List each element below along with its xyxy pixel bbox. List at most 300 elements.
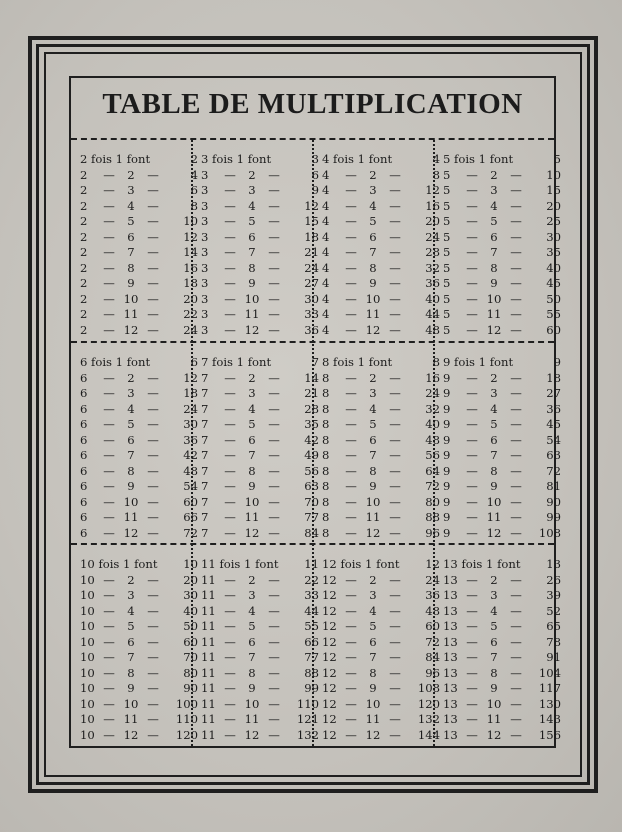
product: 27 xyxy=(304,276,319,290)
table-row xyxy=(322,510,440,526)
product: 12 xyxy=(304,198,319,213)
dash: — xyxy=(466,588,478,602)
multiplier: 3 xyxy=(369,386,377,400)
multiplicand: 8 xyxy=(322,448,330,462)
product: 84 xyxy=(304,525,319,540)
multiplicand: 8 xyxy=(322,417,330,431)
multiplicand: 2 xyxy=(80,183,88,197)
multiplier: 8 xyxy=(127,665,135,680)
multiplicand: 7 xyxy=(201,494,209,509)
dash: — xyxy=(510,417,522,431)
table-header xyxy=(201,152,319,168)
dash: — xyxy=(389,198,401,213)
dash: — xyxy=(466,525,478,540)
multiplier: 11 xyxy=(486,510,502,524)
multiplier: 11 xyxy=(365,307,381,321)
dash: — xyxy=(103,727,115,742)
table-7 xyxy=(201,355,319,541)
dash: — xyxy=(345,214,357,228)
multiplicand: 5 xyxy=(443,214,451,228)
header-label: 11 fois 1 font xyxy=(201,557,279,571)
table-row xyxy=(201,666,319,682)
product: 48 xyxy=(425,432,440,447)
table-8 xyxy=(322,355,440,541)
multiplicand: 5 xyxy=(443,307,451,321)
dash: — xyxy=(147,525,159,540)
product: 104 xyxy=(538,665,561,680)
table-row xyxy=(201,199,319,215)
product: 48 xyxy=(183,463,198,478)
product: 24 xyxy=(425,386,440,400)
product: 143 xyxy=(538,712,561,726)
table-row xyxy=(322,588,440,604)
dash: — xyxy=(510,619,522,633)
table-row xyxy=(443,371,561,387)
multiplier: 8 xyxy=(127,463,135,478)
dash: — xyxy=(103,370,115,385)
multiplier: 2 xyxy=(369,370,377,385)
dash: — xyxy=(147,229,159,244)
multiplicand: 4 xyxy=(322,276,330,290)
table-row xyxy=(322,323,440,339)
multiplier: 5 xyxy=(127,619,135,633)
product: 20 xyxy=(183,291,198,306)
dash: — xyxy=(268,229,280,244)
multiplier: 2 xyxy=(127,167,135,182)
dash: — xyxy=(510,260,522,275)
dash: — xyxy=(510,463,522,478)
header-result: 12 xyxy=(425,557,440,571)
table-row xyxy=(201,183,319,199)
dash: — xyxy=(147,479,159,493)
multiplier: 9 xyxy=(369,479,377,493)
dash: — xyxy=(103,386,115,400)
multiplicand: 3 xyxy=(201,183,209,197)
table-row xyxy=(322,276,440,292)
product: 32 xyxy=(425,401,440,416)
dash: — xyxy=(466,572,478,587)
dash: — xyxy=(103,479,115,493)
table-9 xyxy=(443,355,561,541)
multiplicand: 3 xyxy=(201,198,209,213)
product: 110 xyxy=(296,696,319,711)
table-row xyxy=(201,292,319,308)
multiplicand: 5 xyxy=(443,245,451,259)
table-row xyxy=(201,635,319,651)
table-row xyxy=(80,604,198,620)
multiplicand: 6 xyxy=(80,417,88,431)
dash: — xyxy=(510,214,522,228)
product: 35 xyxy=(304,417,319,431)
multiplier: 8 xyxy=(248,463,256,478)
table-row xyxy=(80,697,198,713)
multiplier: 7 xyxy=(490,650,498,664)
multiplicand: 10 xyxy=(80,619,95,633)
product: 70 xyxy=(183,650,198,664)
table-13 xyxy=(443,557,561,743)
multiplicand: 8 xyxy=(322,401,330,416)
dash: — xyxy=(147,417,159,431)
multiplier: 10 xyxy=(486,696,502,711)
product: 66 xyxy=(304,634,319,649)
multiplier: 12 xyxy=(486,322,502,337)
multiplier: 9 xyxy=(248,276,256,290)
product: 56 xyxy=(425,448,440,462)
dash: — xyxy=(510,401,522,416)
multiplier: 7 xyxy=(490,448,498,462)
multiplier: 2 xyxy=(248,572,256,587)
table-row xyxy=(80,619,198,635)
product: 99 xyxy=(546,510,561,524)
dash: — xyxy=(466,183,478,197)
dash: — xyxy=(147,619,159,633)
product: 60 xyxy=(183,494,198,509)
dash: — xyxy=(510,291,522,306)
table-row xyxy=(322,371,440,387)
multiplicand: 6 xyxy=(80,494,88,509)
product: 24 xyxy=(425,229,440,244)
dash: — xyxy=(103,432,115,447)
dash: — xyxy=(389,681,401,695)
dash: — xyxy=(103,183,115,197)
table-row xyxy=(201,573,319,589)
dash: — xyxy=(466,696,478,711)
dash: — xyxy=(510,322,522,337)
dash: — xyxy=(466,603,478,618)
multiplier: 9 xyxy=(127,479,135,493)
product: 20 xyxy=(183,572,198,587)
product: 84 xyxy=(425,650,440,664)
dash: — xyxy=(147,712,159,726)
table-row xyxy=(201,728,319,744)
multiplier: 3 xyxy=(369,588,377,602)
dash: — xyxy=(389,712,401,726)
dash: — xyxy=(147,386,159,400)
page-title: TABLE DE MULTIPLICATION xyxy=(102,88,523,120)
table-row xyxy=(80,464,198,480)
multiplier: 2 xyxy=(490,370,498,385)
dash: — xyxy=(147,432,159,447)
dash: — xyxy=(224,588,236,602)
table-header xyxy=(322,152,440,168)
header-result: 6 xyxy=(190,355,198,369)
multiplicand: 11 xyxy=(201,650,216,664)
product: 45 xyxy=(546,417,561,431)
table-row xyxy=(201,526,319,542)
multiplicand: 8 xyxy=(322,525,330,540)
product: 60 xyxy=(183,634,198,649)
multiplier: 4 xyxy=(369,603,377,618)
dash: — xyxy=(268,198,280,213)
dash: — xyxy=(345,291,357,306)
product: 39 xyxy=(546,588,561,602)
product: 120 xyxy=(175,727,198,742)
table-row xyxy=(322,526,440,542)
multiplier: 11 xyxy=(244,307,260,321)
multiplier: 9 xyxy=(127,681,135,695)
multiplicand: 11 xyxy=(201,572,216,587)
header-label: 4 fois 1 font xyxy=(322,152,393,166)
dash: — xyxy=(510,198,522,213)
table-row xyxy=(80,230,198,246)
product: 16 xyxy=(183,260,198,275)
dash: — xyxy=(103,276,115,290)
dash: — xyxy=(389,634,401,649)
multiplicand: 13 xyxy=(443,603,458,618)
product: 65 xyxy=(546,619,561,633)
table-11 xyxy=(201,557,319,743)
multiplicand: 12 xyxy=(322,727,337,742)
product: 100 xyxy=(175,696,198,711)
dash: — xyxy=(268,650,280,664)
dash: — xyxy=(466,727,478,742)
multiplicand: 9 xyxy=(443,386,451,400)
multiplicand: 10 xyxy=(80,665,95,680)
multiplicand: 7 xyxy=(201,525,209,540)
dash: — xyxy=(224,634,236,649)
table-row xyxy=(80,635,198,651)
product: 22 xyxy=(304,572,319,587)
multiplicand: 5 xyxy=(443,260,451,275)
product: 52 xyxy=(546,603,561,618)
multiplicand: 13 xyxy=(443,619,458,633)
multiplicand: 6 xyxy=(80,448,88,462)
multiplicand: 9 xyxy=(443,479,451,493)
product: 40 xyxy=(425,417,440,431)
table-row xyxy=(201,464,319,480)
dash: — xyxy=(103,245,115,259)
multiplicand: 10 xyxy=(80,696,95,711)
dash: — xyxy=(510,448,522,462)
multiplier: 5 xyxy=(490,619,498,633)
multiplier: 12 xyxy=(244,322,260,337)
multiplicand: 11 xyxy=(201,665,216,680)
multiplicand: 3 xyxy=(201,214,209,228)
product: 40 xyxy=(425,291,440,306)
table-row xyxy=(322,666,440,682)
dash: — xyxy=(466,198,478,213)
dash: — xyxy=(224,291,236,306)
dash: — xyxy=(345,307,357,321)
dash: — xyxy=(345,229,357,244)
multiplier: 2 xyxy=(127,572,135,587)
table-row xyxy=(322,230,440,246)
multiplier: 3 xyxy=(127,588,135,602)
multiplicand: 4 xyxy=(322,322,330,337)
dash: — xyxy=(466,448,478,462)
dash: — xyxy=(466,370,478,385)
dash: — xyxy=(268,494,280,509)
header-result: 9 xyxy=(553,355,561,369)
dash: — xyxy=(147,167,159,182)
multiplicand: 10 xyxy=(80,712,95,726)
table-row xyxy=(443,261,561,277)
table-row xyxy=(80,666,198,682)
dash: — xyxy=(147,291,159,306)
dash: — xyxy=(389,463,401,478)
dash: — xyxy=(389,307,401,321)
header-result: 2 xyxy=(190,152,198,166)
multiplier: 10 xyxy=(244,494,260,509)
table-row xyxy=(322,697,440,713)
dash: — xyxy=(224,401,236,416)
table-2 xyxy=(80,152,198,338)
table-row xyxy=(80,323,198,339)
table-row xyxy=(80,573,198,589)
table-row xyxy=(322,292,440,308)
dash: — xyxy=(345,510,357,524)
multiplicand: 5 xyxy=(443,276,451,290)
dash: — xyxy=(345,572,357,587)
multiplicand: 12 xyxy=(322,603,337,618)
product: 42 xyxy=(183,448,198,462)
dash: — xyxy=(224,448,236,462)
multiplicand: 6 xyxy=(80,370,88,385)
multiplicand: 3 xyxy=(201,167,209,182)
dash: — xyxy=(103,463,115,478)
dash: — xyxy=(224,619,236,633)
table-row xyxy=(80,448,198,464)
multiplicand: 6 xyxy=(80,463,88,478)
header-label: 12 fois 1 font xyxy=(322,557,400,571)
multiplicand: 8 xyxy=(322,494,330,509)
table-row xyxy=(80,728,198,744)
product: 110 xyxy=(175,712,198,726)
dash: — xyxy=(268,603,280,618)
product: 33 xyxy=(304,307,319,321)
multiplier: 11 xyxy=(486,307,502,321)
table-row xyxy=(443,666,561,682)
dash: — xyxy=(268,291,280,306)
dash: — xyxy=(466,712,478,726)
product: 36 xyxy=(183,432,198,447)
dash: — xyxy=(268,712,280,726)
dash: — xyxy=(466,494,478,509)
multiplier: 4 xyxy=(369,198,377,213)
dash: — xyxy=(466,229,478,244)
multiplicand: 13 xyxy=(443,665,458,680)
dash: — xyxy=(147,183,159,197)
product: 48 xyxy=(425,603,440,618)
multiplier: 7 xyxy=(369,245,377,259)
multiplier: 6 xyxy=(127,634,135,649)
dash: — xyxy=(389,572,401,587)
multiplier: 8 xyxy=(369,463,377,478)
table-row xyxy=(80,307,198,323)
dash: — xyxy=(103,198,115,213)
multiplicand: 2 xyxy=(80,260,88,275)
multiplicand: 2 xyxy=(80,276,88,290)
table-row xyxy=(443,526,561,542)
multiplier: 6 xyxy=(248,432,256,447)
multiplier: 7 xyxy=(490,245,498,259)
dash: — xyxy=(510,370,522,385)
table-row xyxy=(443,619,561,635)
multiplier: 5 xyxy=(490,214,498,228)
product: 130 xyxy=(538,696,561,711)
multiplier: 6 xyxy=(490,229,498,244)
multiplier: 5 xyxy=(369,214,377,228)
product: 120 xyxy=(417,696,440,711)
dash: — xyxy=(345,727,357,742)
dash: — xyxy=(268,619,280,633)
dash: — xyxy=(510,245,522,259)
multiplicand: 5 xyxy=(443,229,451,244)
table-3 xyxy=(201,152,319,338)
product: 45 xyxy=(546,276,561,290)
table-row xyxy=(201,681,319,697)
table-header xyxy=(443,355,561,371)
dash: — xyxy=(510,494,522,509)
dash: — xyxy=(224,276,236,290)
dash: — xyxy=(147,603,159,618)
product: 27 xyxy=(546,386,561,400)
multiplicand: 10 xyxy=(80,727,95,742)
dash: — xyxy=(224,463,236,478)
dash: — xyxy=(389,322,401,337)
product: 16 xyxy=(425,198,440,213)
dash: — xyxy=(389,229,401,244)
dash: — xyxy=(268,510,280,524)
product: 72 xyxy=(425,479,440,493)
dash: — xyxy=(147,260,159,275)
product: 18 xyxy=(304,229,319,244)
table-row xyxy=(322,245,440,261)
header-label: 3 fois 1 font xyxy=(201,152,272,166)
multiplier: 3 xyxy=(248,183,256,197)
table-row xyxy=(322,681,440,697)
multiplier: 2 xyxy=(127,370,135,385)
product: 54 xyxy=(183,479,198,493)
dash: — xyxy=(103,260,115,275)
dash: — xyxy=(268,214,280,228)
multiplier: 6 xyxy=(369,634,377,649)
multiplier: 4 xyxy=(490,603,498,618)
multiplicand: 11 xyxy=(201,619,216,633)
table-row xyxy=(201,307,319,323)
dash: — xyxy=(224,727,236,742)
multiplier: 11 xyxy=(123,307,139,321)
multiplier: 5 xyxy=(248,619,256,633)
dash: — xyxy=(466,291,478,306)
table-row xyxy=(80,417,198,433)
multiplier: 10 xyxy=(123,494,139,509)
multiplicand: 6 xyxy=(80,479,88,493)
dash: — xyxy=(466,401,478,416)
dash: — xyxy=(268,525,280,540)
dash: — xyxy=(510,696,522,711)
dash: — xyxy=(268,167,280,182)
table-row xyxy=(443,464,561,480)
product: 54 xyxy=(546,432,561,447)
multiplicand: 4 xyxy=(322,229,330,244)
multiplicand: 10 xyxy=(80,572,95,587)
table-row xyxy=(443,214,561,230)
dash: — xyxy=(147,307,159,321)
table-row xyxy=(80,588,198,604)
dash: — xyxy=(268,260,280,275)
product: 96 xyxy=(425,525,440,540)
multiplier: 12 xyxy=(486,525,502,540)
multiplier: 7 xyxy=(127,245,135,259)
multiplier: 6 xyxy=(127,432,135,447)
dash: — xyxy=(345,588,357,602)
multiplier: 3 xyxy=(490,386,498,400)
multiplier: 12 xyxy=(365,525,381,540)
product: 78 xyxy=(546,634,561,649)
product: 56 xyxy=(304,463,319,478)
table-row xyxy=(443,292,561,308)
